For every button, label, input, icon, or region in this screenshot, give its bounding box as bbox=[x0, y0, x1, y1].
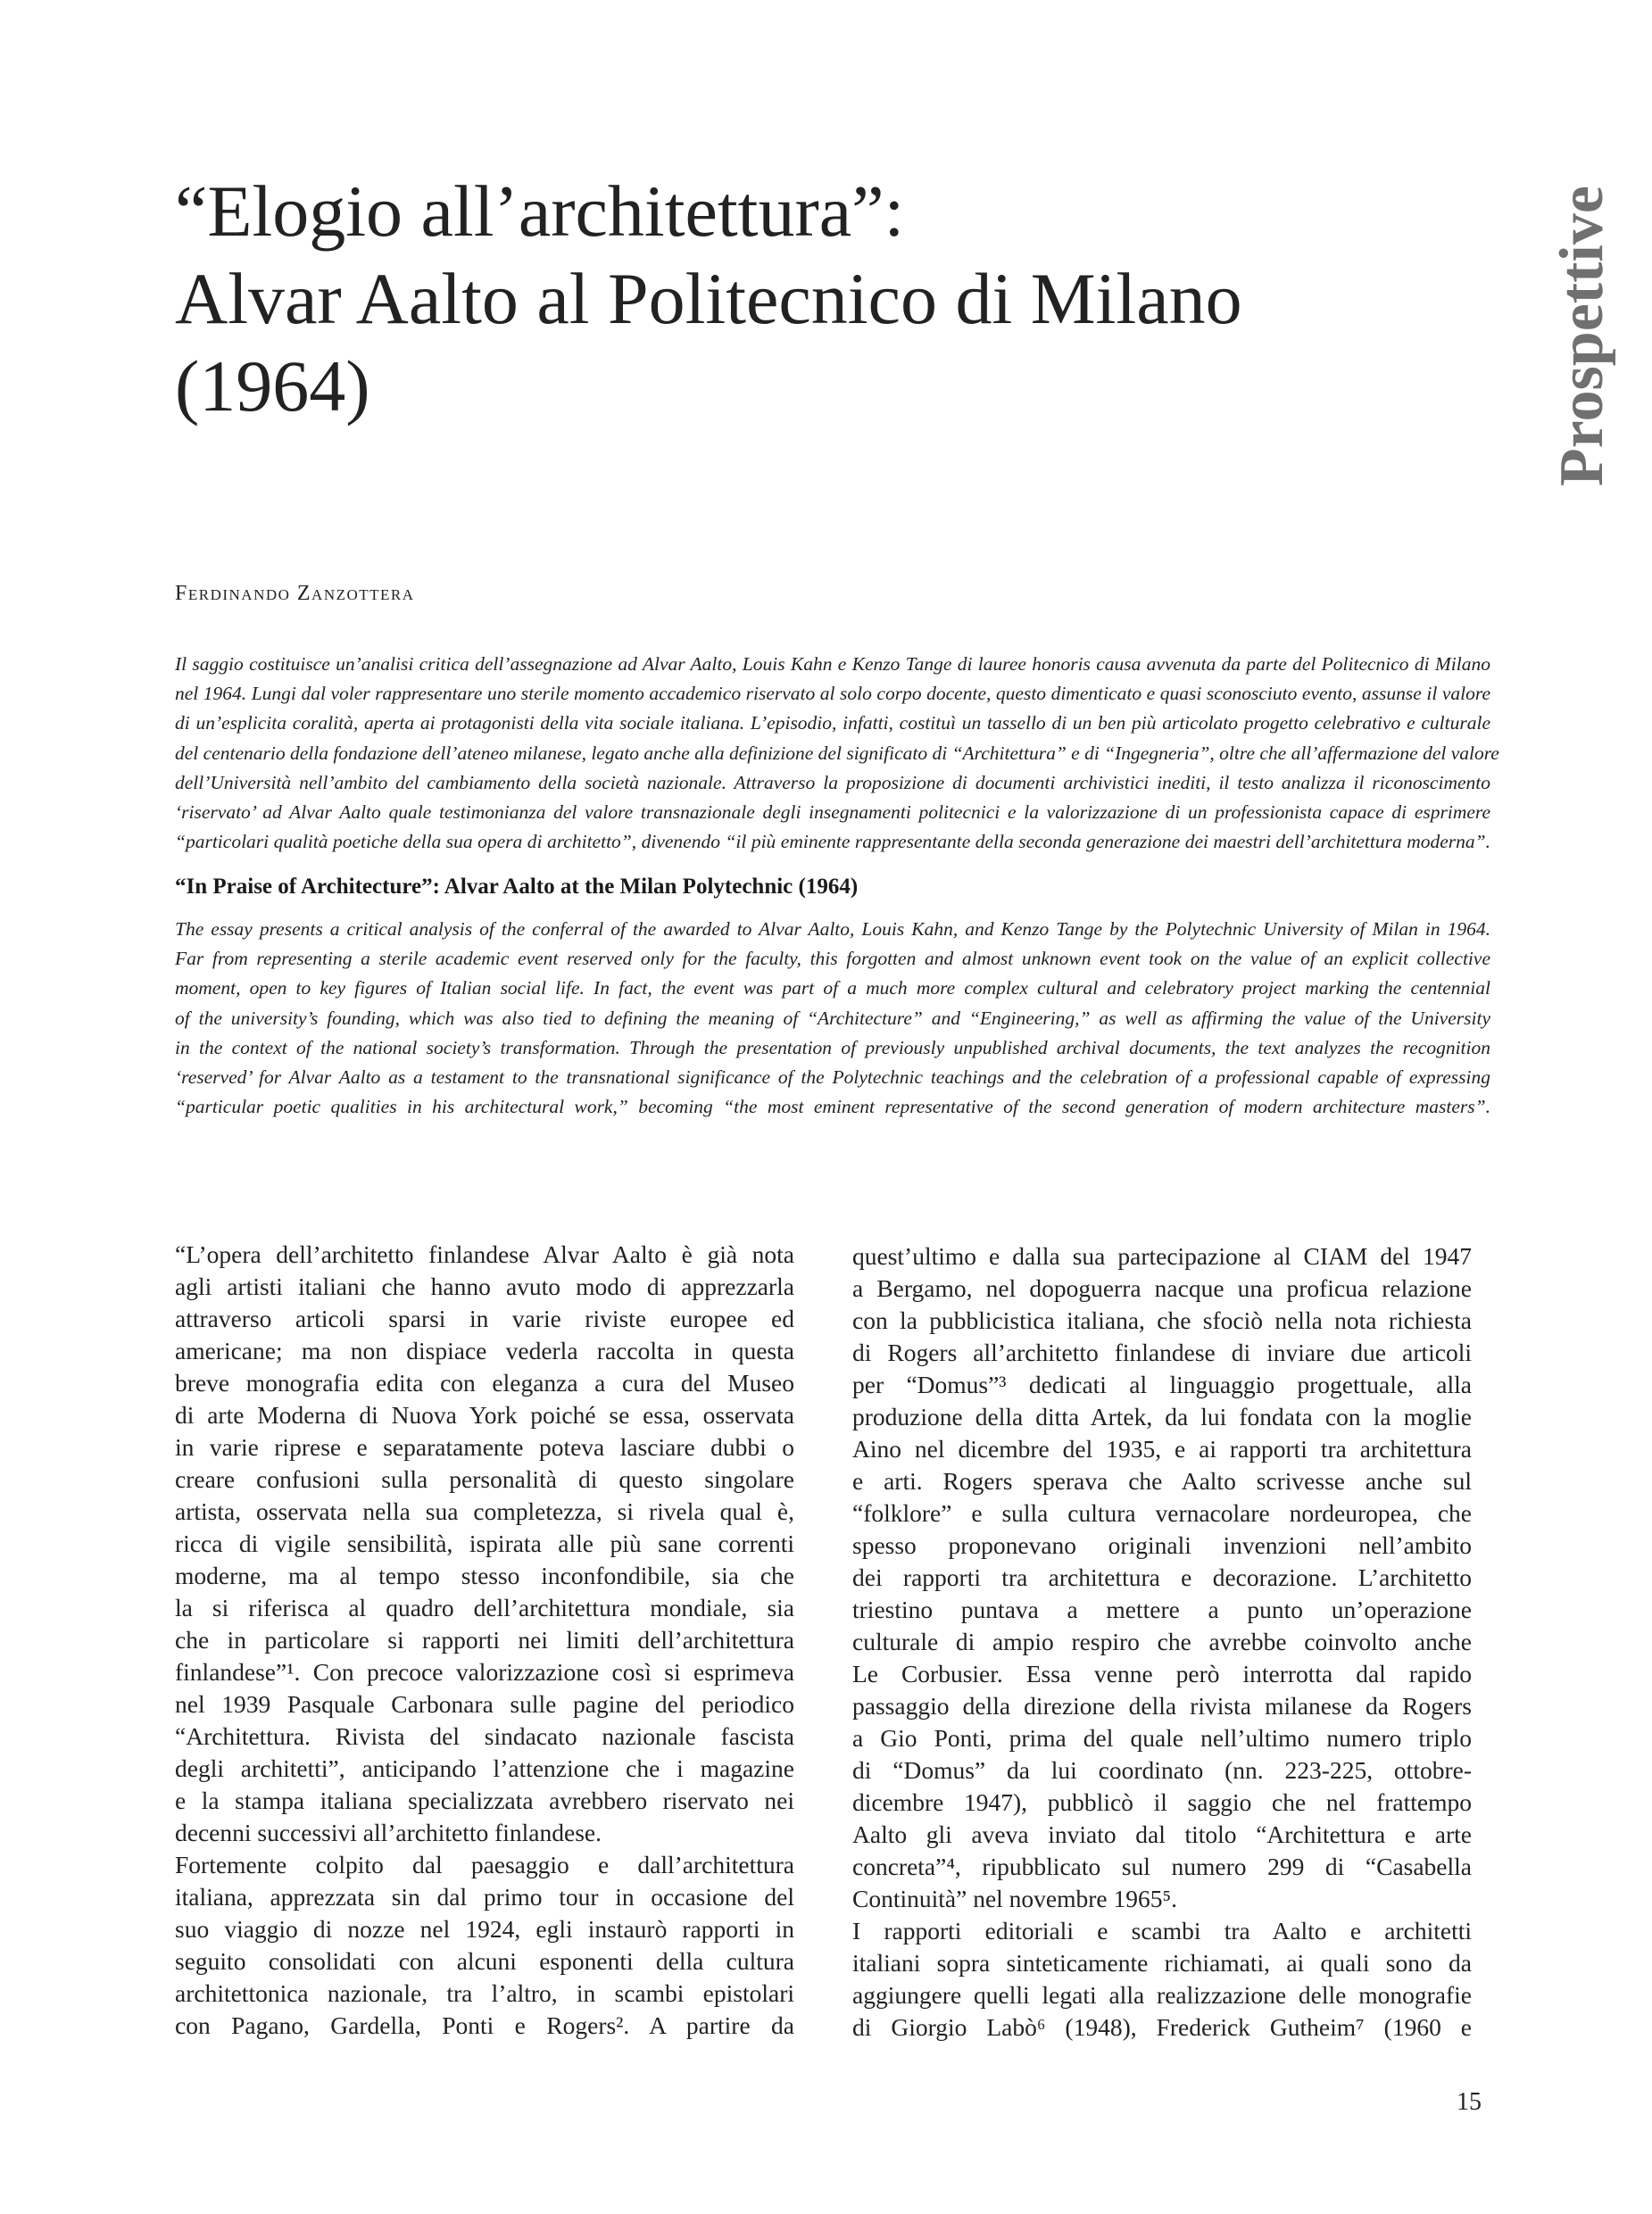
body-line: in varie riprese e separatamente poteva lasciare dubbi o bbox=[175, 1433, 794, 1461]
body-line: attraverso articoli sparsi in varie riviste europee ed bbox=[175, 1305, 794, 1332]
body-line: che in particolare si rapporti nei limiti dell’architettura bbox=[175, 1626, 794, 1654]
body-line: creare confusioni sulla personalità di questo singolare bbox=[175, 1465, 794, 1493]
body-line: con Pagano, Gardella, Ponti e Rogers². A partire da bbox=[175, 2011, 794, 2039]
body-line: “L’opera dell’architetto finlandese Alvar Aalto è già nota bbox=[175, 1240, 794, 1268]
body-line: per “Domus”³ dedicati al linguaggio progettuale, alla bbox=[852, 1371, 1472, 1398]
body-line: agli artisti italiani che hanno avuto modo di apprezzarla bbox=[175, 1273, 794, 1300]
body-line: di “Domus” da lui coordinato (nn. 223-225, ottobre- bbox=[852, 1756, 1472, 1784]
body-line: di arte Moderna di Nuova York poiché se essa, osservata bbox=[175, 1401, 794, 1429]
body-line: triestino puntava a mettere a punto un’operazione bbox=[852, 1596, 1472, 1623]
body-line: a Gio Ponti, prima del quale nell’ultimo numero triplo bbox=[852, 1724, 1472, 1752]
section-label: Prospettive bbox=[1548, 186, 1616, 486]
abstract-line: dell’Università nell’ambito del cambiamento della società nazionale. Attraverso la proposizione di documenti archivistici inediti, il testo analizza il riconoscimento bbox=[175, 771, 1490, 793]
body-line: suo viaggio di nozze nel 1924, egli instaurò rapporti in bbox=[175, 1915, 794, 1943]
body-line: artista, osservata nella sua completezza, si rivela qual è, bbox=[175, 1497, 794, 1525]
body-line: passaggio della direzione della rivista milanese da Rogers bbox=[852, 1692, 1472, 1720]
body-line: finlandese”¹. Con precoce valorizzazione così si esprimeva bbox=[175, 1658, 794, 1686]
article-title bbox=[175, 168, 1514, 430]
abstract-english bbox=[175, 915, 1490, 1122]
body-line: breve monografia edita con eleganza a cura del Museo bbox=[175, 1369, 794, 1397]
body-line: Continuità” nel novembre 1965⁵. bbox=[852, 1885, 1177, 1912]
abstract-line: Far from representing a sterile academic event reserved only for the faculty, this forgotten and almost unknown event took on the value of an explicit collective bbox=[175, 948, 1490, 970]
body-line: dicembre 1947), pubblicò il saggio che nel frattempo bbox=[852, 1788, 1472, 1816]
body-line: I rapporti editoriali e scambi tra Aalto e architetti bbox=[852, 1917, 1472, 1945]
body-line: Fortemente colpito dal paesaggio e dall’architettura bbox=[175, 1851, 794, 1878]
body-line: culturale di ampio respiro che avrebbe coinvolto anche bbox=[852, 1628, 1472, 1655]
body-line: “folklore” e sulla cultura vernacolare nordeuropea, che bbox=[852, 1499, 1472, 1527]
body-line: Le Corbusier. Essa venne però interrotta dal rapido bbox=[852, 1660, 1472, 1687]
body-line: spesso proponevano originali invenzioni nell’ambito bbox=[852, 1531, 1472, 1559]
body-line: quest’ultimo e dalla sua partecipazione al CIAM del 1947 bbox=[852, 1242, 1472, 1270]
body-line: degli architetti”, anticipando l’attenzione che i magazine bbox=[175, 1754, 794, 1782]
body-line: concreta”⁴, ripubblicato sul numero 299 di “Casabella bbox=[852, 1853, 1472, 1880]
body-line: architettonica nazionale, tra l’altro, in scambi epistolari bbox=[175, 1979, 794, 2007]
title-line: Alvar Aalto al Politecnico di Milano bbox=[175, 258, 1242, 339]
abstract-line: “particular poetic qualities in his architectural work,” becoming “the most eminent representative of the second generation of modern architecture masters”. bbox=[175, 1096, 1490, 1118]
abstract-line: ‘riservato’ ad Alvar Aalto quale testimonianza del valore transnazionale degli insegnamenti politecnici e la valorizzazione di un professionista capace di esprimere bbox=[175, 801, 1490, 824]
body-line: a Bergamo, nel dopoguerra nacque una proficua relazione bbox=[852, 1274, 1472, 1302]
body-line: moderne, ma al tempo stesso inconfondibile, sia che bbox=[175, 1562, 794, 1589]
body-line: con la pubblicistica italiana, che sfociò nella nota richiesta bbox=[852, 1306, 1472, 1334]
abstract-line: di un’esplicita coralità, aperta ai protagonisti della vita sociale italiana. L’episodio, infatti, costituì un tassello di un ben più articolato progetto celebrativo e culturale bbox=[175, 712, 1490, 734]
abstract-line: nel 1964. Lungi dal voler rappresentare uno sterile momento accademico riservato al solo corpo docente, questo dimenticato e quasi sconosciuto evento, assunse il valore bbox=[175, 683, 1490, 705]
abstract-line: of the university’s founding, which was also tied to defining the meaning of “Architecture” and “Engineering,” as well as affirming the value of the University bbox=[175, 1007, 1490, 1029]
body-line: italiani sopra sinteticamente richiamati, ai quali sono da bbox=[852, 1949, 1472, 1977]
abstract-line: ‘reserved’ for Alvar Aalto as a testament to the transnational significance of the Polytechnic teachings and the celebration of a professional capable of expressing bbox=[175, 1066, 1490, 1089]
body-line: ricca di vigile sensibilità, ispirata alle più sane correnti bbox=[175, 1530, 794, 1557]
body-line: “Architettura. Rivista del sindacato nazionale fascista bbox=[175, 1722, 794, 1750]
abstract-italian bbox=[175, 650, 1499, 857]
abstract-line: Il saggio costituisce un’analisi critica dell’assegnazione ad Alvar Aalto, Louis Kahn e Kenzo Tange di lauree honoris causa avvenuta da parte del Politecnico di Milano bbox=[175, 653, 1490, 675]
body-line: aggiungere quelli legati alla realizzazione delle monografie bbox=[852, 1981, 1472, 2009]
body-line: di Rogers all’architetto finlandese di inviare due articoli bbox=[852, 1339, 1472, 1366]
body-line: dei rapporti tra architettura e decorazione. L’architetto bbox=[852, 1563, 1472, 1591]
body-column-right bbox=[852, 1240, 1472, 2044]
body-line: e la stampa italiana specializzata avrebbero riservato nei bbox=[175, 1787, 794, 1814]
body-line: Aino nel dicembre del 1935, e ai rapporti tra architettura bbox=[852, 1435, 1472, 1463]
body-line: americane; ma non dispiace vederla raccolta in questa bbox=[175, 1337, 794, 1364]
body-line: seguito consolidati con alcuni esponenti della cultura bbox=[175, 1947, 794, 1975]
body-line: di Giorgio Labò⁶ (1948), Frederick Gutheim⁷ (1960 e bbox=[852, 2013, 1472, 2041]
abstract-line: in the context of the national society’s transformation. Through the presentation of previously unpublished archival documents, the text analyzes the recognition bbox=[175, 1036, 1490, 1058]
abstract-line: “particolari qualità poetiche della sua opera di architetto”, divenendo “il più eminente rappresentante della seconda generazione dei maestri dell’architettura moderna”. bbox=[175, 831, 1490, 853]
body-line: italiana, apprezzata sin dal primo tour in occasione del bbox=[175, 1883, 794, 1911]
body-column-left bbox=[175, 1239, 794, 2042]
abstract-line: del centenario della fondazione dell’ateneo milanese, legato anche alla definizione del significato di “Architettura” e di “Ingegneria”, oltre che all’affermazione del valore bbox=[175, 742, 1499, 764]
body-line: e arti. Rogers sperava che Aalto scrivesse anche sul bbox=[852, 1467, 1472, 1495]
body-line: nel 1939 Pasquale Carbonara sulle pagine del periodico bbox=[175, 1690, 794, 1718]
body-line: decenni successivi all’architetto finlandese. bbox=[175, 1819, 602, 1846]
body-line: produzione della ditta Artek, da lui fondata con la moglie bbox=[852, 1403, 1472, 1430]
author-name: Ferdinando Zanzottera bbox=[175, 582, 415, 605]
english-title: “In Praise of Architecture”: Alvar Aalto at the Milan Polytechnic (1964) bbox=[175, 875, 859, 899]
title-line: “Elogio all’architettura”: bbox=[175, 170, 905, 252]
title-line: (1964) bbox=[175, 345, 370, 427]
abstract-line: moment, open to key figures of Italian social life. In fact, the event was part of a much more complex cultural and celebratory project marking the centennial bbox=[175, 977, 1490, 999]
page-number: 15 bbox=[1457, 2088, 1482, 2116]
abstract-line: The essay presents a critical analysis of the conferral of the awarded to Alvar Aalto, Louis Kahn, and Kenzo Tange by the Polytechnic University of Milan in 1964. bbox=[175, 918, 1490, 940]
body-line: la si riferisca al quadro dell’architettura mondiale, sia bbox=[175, 1594, 794, 1621]
body-line: Aalto gli aveva inviato dal titolo “Architettura e arte bbox=[852, 1820, 1472, 1848]
